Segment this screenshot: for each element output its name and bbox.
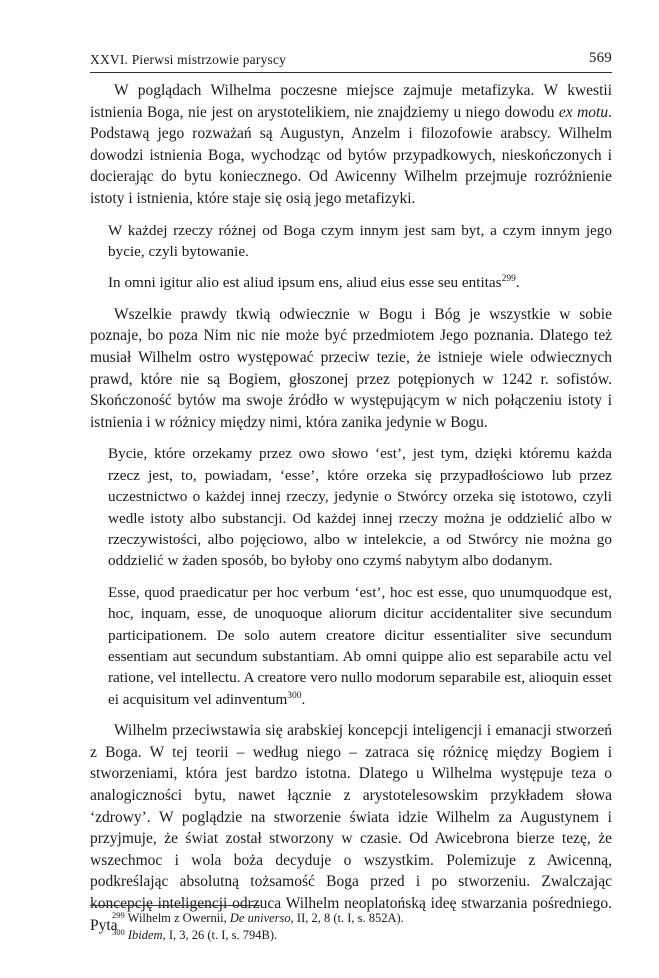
footnote-text: , I, 3, 26 (t. I, s. 794B). [162, 928, 278, 942]
footnotes [112, 910, 612, 944]
footnote-text: , II, 2, 8 (t. I, s. 852A). [290, 911, 404, 925]
block-quote-polish-2: Bycie, które orzekamy przez owo słowo ‘est’, jest tym, dzięki któremu każda rzecz jest, to, powiadam, ‘esse’, które orzeka się przypadłościowo lub przez uczestnictwo o każdej innej rzeczy, jedynie o Stwórcy orzeka się istotowo, czyli wedle istoty albo substancji. Od każdej innej rzeczy można je oddzielić albo w rzeczywistości, albo pojęciowo, albo w intelekcie, a od Stwórcy nie można go oddzielić w żaden sposób, bo byłoby ono czymś nabytym albo dodanym. [108, 445, 612, 570]
main-text [90, 80, 612, 936]
paragraph-metafizyka [90, 80, 612, 210]
footnote-number: 300 [112, 927, 125, 937]
footnote-title: Ibidem [127, 928, 163, 942]
footnote-300 [112, 927, 612, 944]
paragraph-prawdy: Wszelkie prawdy tkwią odwiecznie w Bogu i Bóg je wszystkie w sobie poznaje, bo poza Nim nic nie może być przedmiotem Jego poznania. Dlatego też musiał Wilhelm ostro występować przeciw tezie, że istnieje wiele odwiecznych prawd, które nie są Bogiem, głoszonej przez potępionych w 1242 r. sofistów. Skończoność bytów ma swoje źródło w występującym w nich połączeniu istoty i istnienia i w różnicy między nimi, która zanika jedynie w Bogu. [90, 305, 612, 431]
footnote-text: Wilhelm z Owernii, [124, 911, 230, 925]
italic-phrase: ex motu [558, 103, 609, 121]
header-rule [90, 72, 612, 73]
paragraph-text: . Podstawą jego rozważań są Augustyn, Anzelm i filozofowie arabscy. Wilhelm dowodzi istnienia Boga, wychodząc od bytów przypadkowych, nieskończonych i docierając do bytu koniecznego. Od Awicenny Wilhelm przejmuje rozróżnienie istoty i istnienia, które staje się osią jego metafizyki. [90, 103, 612, 207]
quote-text: Esse, quod praedicatur per hoc verbum ‘est’, hoc est esse, quo unumquodque est, hoc, inquam, esse, de unoquoque aliorum dicitur accidentaliter sive secundum participationem. De solo autem creatore dicitur essentialiter sive secundum essentiam aut secundum substantiam. Ab omni quippe alio est separabile actu vel ratione, vel intellectu. A creatore vero nullo modorum separabile est, alioquin esset ei acquisitum vel adinventum [108, 583, 612, 708]
running-head [90, 50, 612, 72]
quote-text: In omni igitur alio est aliud ipsum ens, aliud eius esse seu entitas [108, 274, 502, 292]
running-title: XXVI. Pierwsi mistrzowie paryscy [90, 52, 287, 67]
paragraph-text: W poglądach Wilhelma poczesne miejsce zajmuje metafizyka. W kwestii istnienia Boga, nie jest on arystotelikiem, nie znajdziemy u niego dowodu [90, 82, 612, 121]
block-quote-latin-1 [108, 272, 612, 293]
footnote-ref-299: 299 [501, 274, 516, 285]
block-quote-polish-1: W każdej rzeczy różnej od Boga czym innym jest sam byt, a czym innym jego bycie, czyli bytowanie. [108, 221, 612, 260]
footnote-rule [90, 905, 260, 906]
paragraph-emanacja: Wilhelm przeciwstawia się arabskiej koncepcji inteligencji i emanacji stworzeń z Boga. W tej teorii – według niego – zatraca się różnicę między Bogiem i stworzeniami, która jest bardzo istotna. Dlatego u Wilhelma występuje teza o analogiczności bytu, nawet łącznie z arystotelesowskim przykładem słowa ‘zdrowy’. W poglądzie na stworzenie świata idzie Wilhelm za Augustynem i przyjmuje, że świat został stworzony w czasie. Od Awicebrona bierze tezę, że wszechmoc i wola boża decyduje o wszystkim. Polemizuje z Awicenną, podkreślając absolutną tożsamość Boga przed i po stworzeniu. Zwalczając koncepcję inteligencji odrzuca Wilhelm neoplatońską ideę stwarzania pośredniego. Pyta [90, 722, 612, 934]
page-number: 569 [588, 50, 612, 66]
footnote-299 [112, 910, 612, 927]
quote-end: . [301, 690, 306, 708]
footnote-ref-300: 300 [287, 690, 302, 701]
block-quote-latin-2 [108, 582, 612, 710]
footnote-title: De universo [229, 911, 291, 925]
footnote-number: 299 [112, 910, 125, 920]
quote-end: . [515, 274, 520, 292]
